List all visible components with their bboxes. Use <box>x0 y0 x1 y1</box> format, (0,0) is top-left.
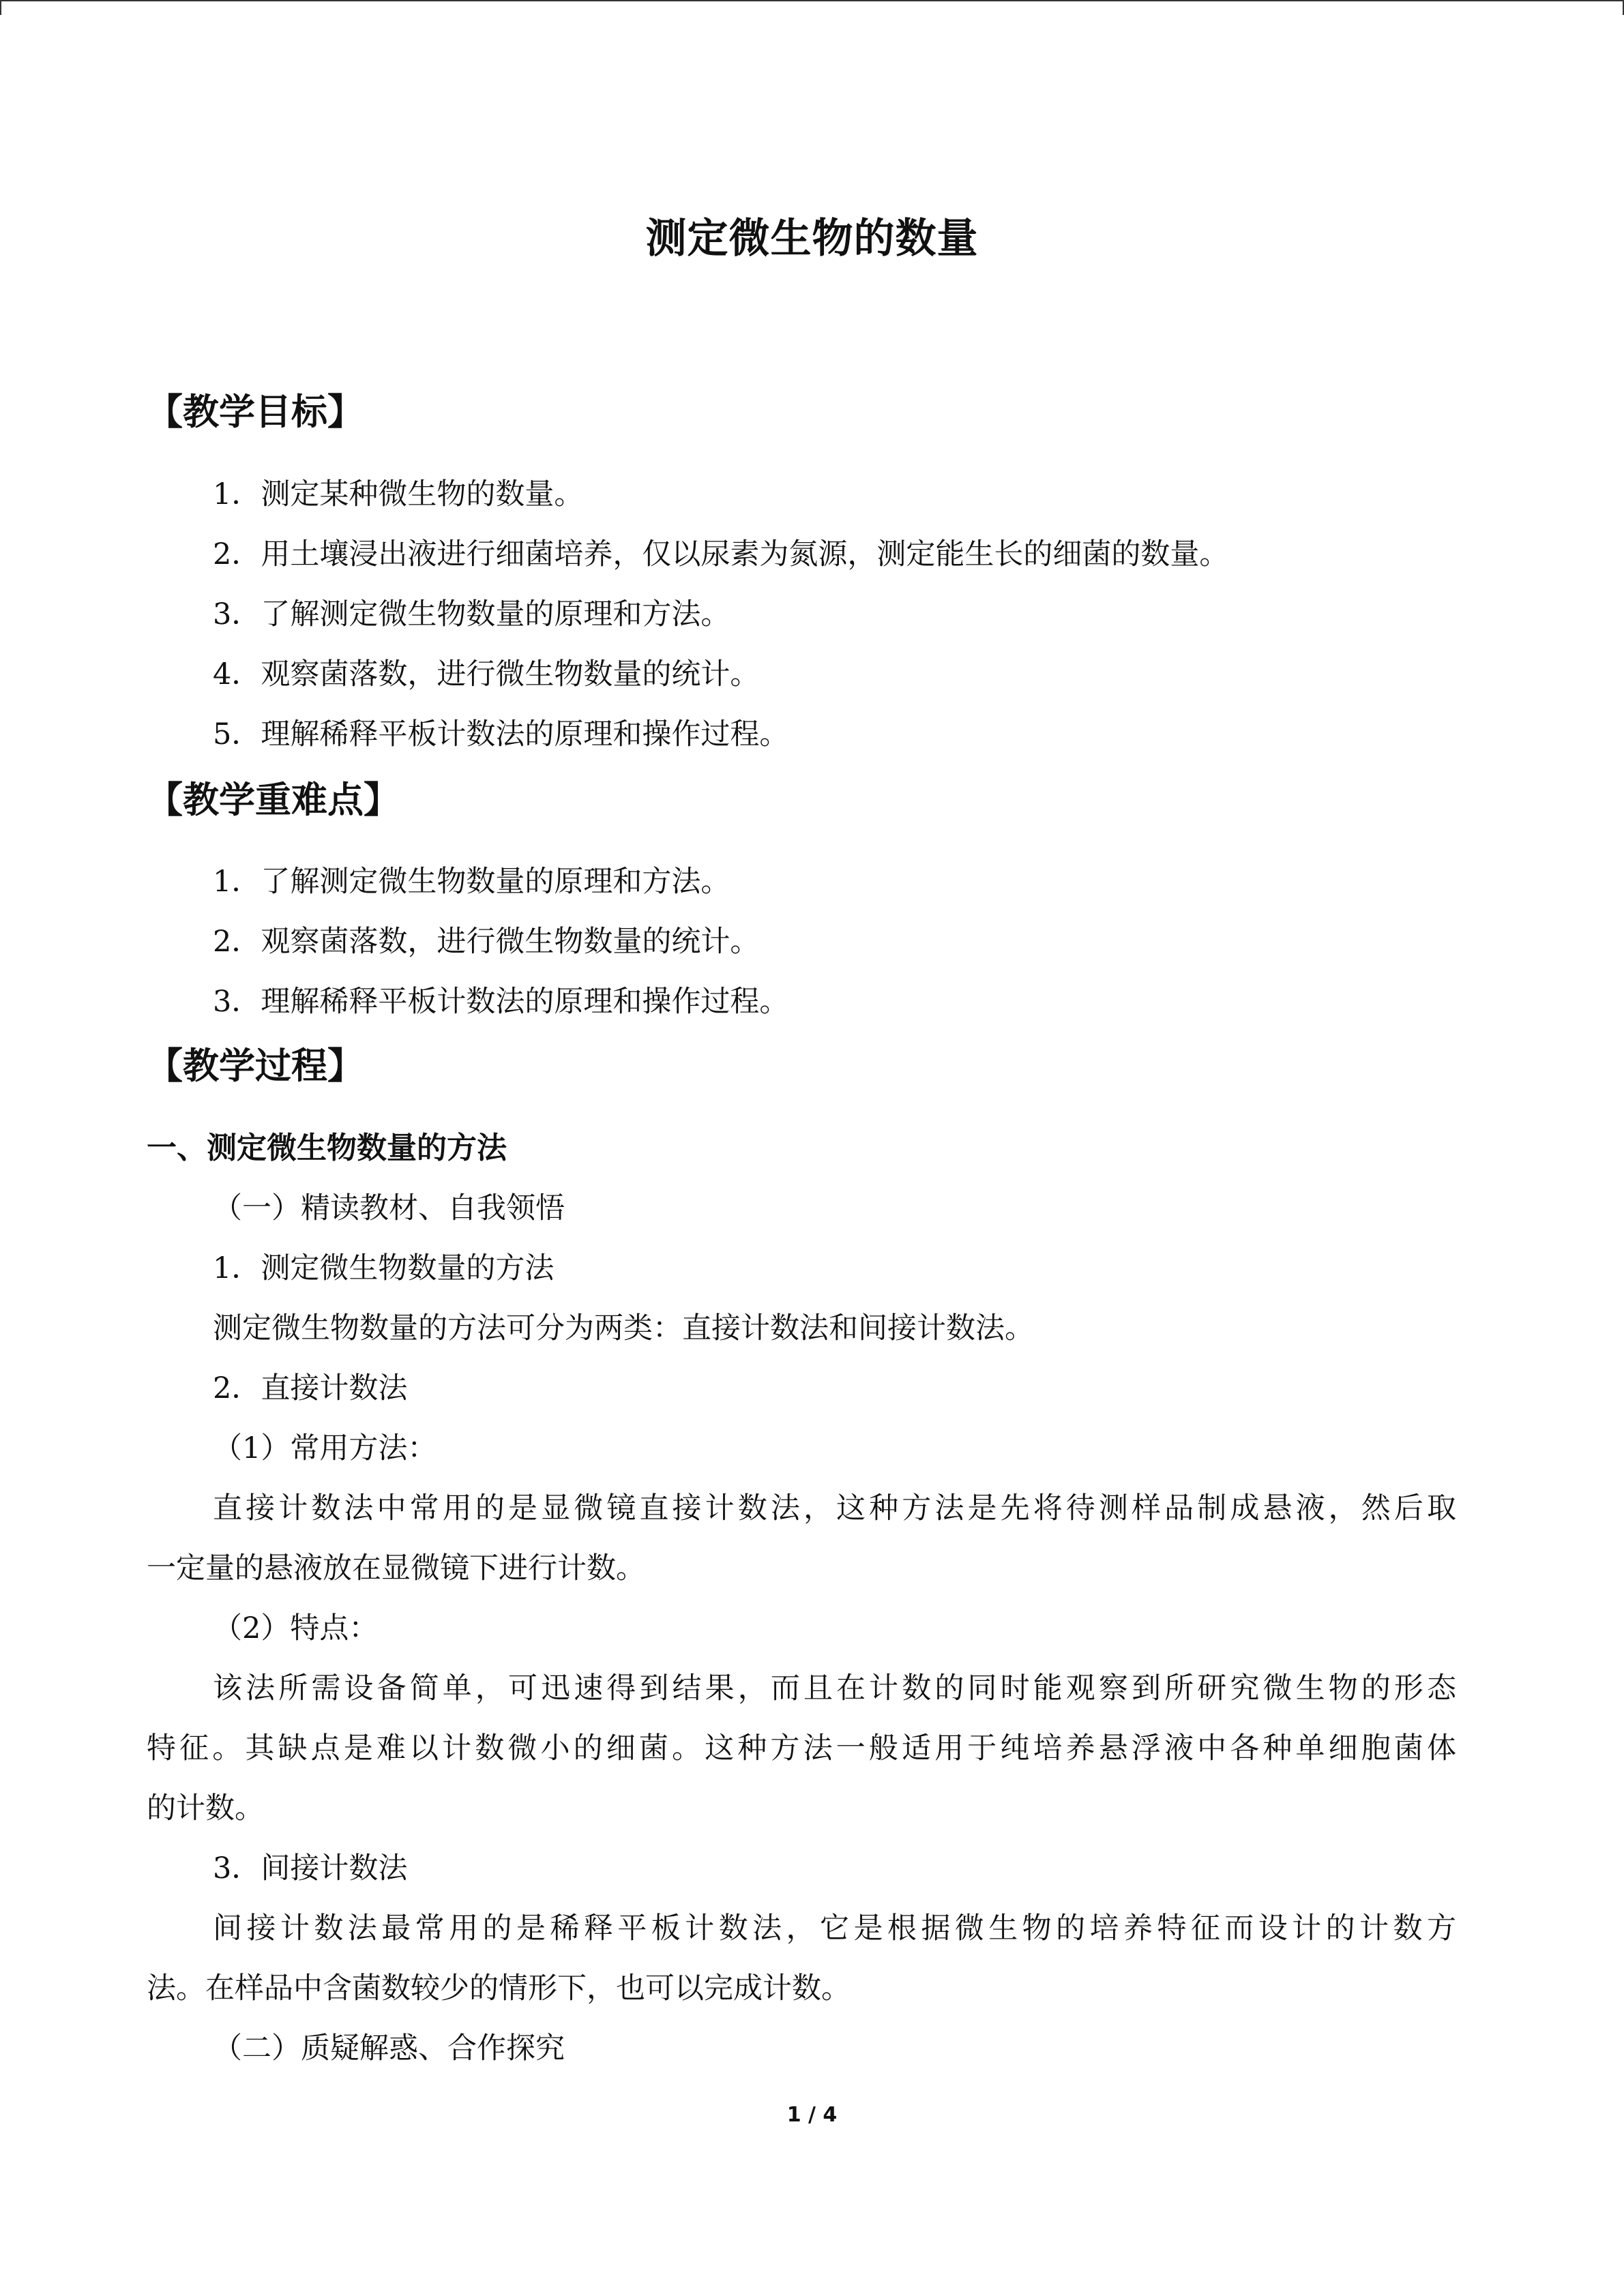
paragraph-title: 2．直接计数法 <box>213 1371 408 1405</box>
part-title-methods: 一、测定微生物数量的方法 <box>147 1131 507 1165</box>
section-heading-process: 【教学过程】 <box>147 1045 364 1087</box>
paragraph-line: 直接计数法中常用的是显微镜直接计数法，这种方法是先将待测样品制成悬液，然后取 <box>213 1491 1456 1525</box>
paragraph-title: 1．测定微生物数量的方法 <box>213 1251 555 1285</box>
subsection-title: （二）质疑解惑、合作探究 <box>213 2031 565 2066</box>
key-point-item: 1．了解测定微生物数量的原理和方法。 <box>213 865 730 899</box>
objective-item: 4．观察菌落数，进行微生物数量的统计。 <box>213 657 760 691</box>
key-point-item: 3．理解稀释平板计数法的原理和操作过程。 <box>213 985 789 1019</box>
paragraph-line: 的计数。 <box>147 1791 264 1825</box>
document-title: 测定微生物的数量 <box>645 215 979 263</box>
section-heading-key-points: 【教学重难点】 <box>147 779 400 821</box>
subsection-title: （一）精读教材、自我领悟 <box>213 1191 565 1225</box>
page-number: 1 / 4 <box>786 2103 838 2127</box>
paragraph-subtitle: （2）特点： <box>213 1611 379 1645</box>
paragraph-text: 测定微生物数量的方法可分为两类：直接计数法和间接计数法。 <box>213 1311 1034 1345</box>
section-heading-objectives: 【教学目标】 <box>147 391 364 433</box>
page-top-border <box>0 0 1623 2</box>
objective-item: 2．用土壤浸出液进行细菌培养，仅以尿素为氮源，测定能生长的细菌的数量。 <box>213 537 1229 571</box>
objective-item: 3．了解测定微生物数量的原理和方法。 <box>213 597 730 631</box>
paragraph-subtitle: （1）常用方法： <box>213 1431 437 1465</box>
paragraph-line: 一定量的悬液放在显微镜下进行计数。 <box>147 1551 645 1585</box>
objective-item: 5．理解稀释平板计数法的原理和操作过程。 <box>213 717 789 751</box>
paragraph-title: 3．间接计数法 <box>213 1851 408 1885</box>
paragraph-line: 法。在样品中含菌数较少的情形下，也可以完成计数。 <box>147 1971 851 2006</box>
objective-item: 1．测定某种微生物的数量。 <box>213 477 584 511</box>
paragraph-line: 间接计数法最常用的是稀释平板计数法，它是根据微生物的培养特征而设计的计数方 <box>213 1911 1456 1945</box>
paragraph-line: 该法所需设备简单，可迅速得到结果，而且在计数的同时能观察到所研究微生物的形态 <box>213 1671 1456 1705</box>
paragraph-line: 特征。其缺点是难以计数微小的细菌。这种方法一般适用于纯培养悬浮液中各种单细胞菌体 <box>147 1731 1456 1765</box>
key-point-item: 2．观察菌落数，进行微生物数量的统计。 <box>213 925 760 959</box>
page-left-border-mark <box>0 0 1 15</box>
